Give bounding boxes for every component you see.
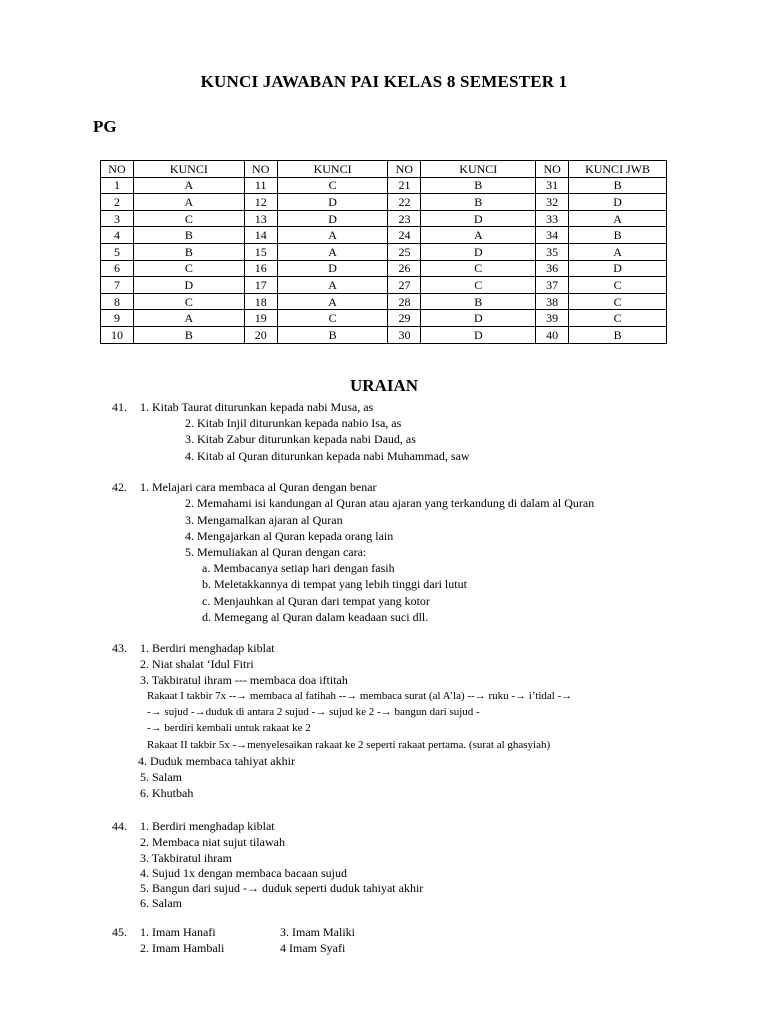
answer-cell: C (133, 210, 244, 227)
answer-line: 1. Berdiri menghadap kiblat (140, 819, 275, 833)
question-number: 44. (112, 819, 127, 833)
header-cell: NO (388, 161, 421, 178)
answer-line: 4. Mengajarkan al Quran kepada orang lain (185, 529, 394, 543)
table-row (101, 310, 667, 327)
number-cell: 17 (244, 277, 277, 294)
answer-cell: D (277, 260, 388, 277)
answer-line: 1. Melajari cara membaca al Quran dengan benar (140, 480, 377, 494)
number-cell: 13 (244, 210, 277, 227)
answer-cell: C (277, 310, 388, 327)
number-cell: 29 (388, 310, 421, 327)
answer-cell: A (133, 177, 244, 194)
number-cell: 9 (101, 310, 134, 327)
answer-cell: B (133, 243, 244, 260)
number-cell: 21 (388, 177, 421, 194)
answer-line: -→ sujud -→duduk di antara 2 sujud -→ sujud ke 2 -→ bangun dari sujud - (147, 706, 480, 718)
answer-cell: B (421, 177, 536, 194)
answer-cell: A (133, 194, 244, 211)
answer-line: -→ berdiri kembali untuk rakaat ke 2 (147, 722, 311, 734)
answer-line: 2. Niat shalat ‘Idul Fitri (140, 657, 254, 671)
number-cell: 16 (244, 260, 277, 277)
answer-cell: B (421, 293, 536, 310)
answer-cell: C (569, 293, 667, 310)
answer-cell: A (133, 310, 244, 327)
number-cell: 30 (388, 326, 421, 343)
table-row (101, 277, 667, 294)
answer-subline: a. Membacanya setiap hari dengan fasih (202, 561, 395, 575)
table-row (101, 177, 667, 194)
table-row (101, 260, 667, 277)
header-cell: KUNCI (277, 161, 388, 178)
answer-subline: c. Menjauhkan al Quran dari tempat yang kotor (202, 594, 430, 608)
header-cell: KUNCI (133, 161, 244, 178)
answer-line: 1. Imam Hanafi (140, 925, 216, 939)
number-cell: 6 (101, 260, 134, 277)
answer-cell: A (569, 243, 667, 260)
header-cell: NO (536, 161, 569, 178)
number-cell: 24 (388, 227, 421, 244)
number-cell: 1 (101, 177, 134, 194)
answer-line: 4. Sujud 1x dengan membaca bacaan sujud (140, 866, 347, 880)
question-number: 43. (112, 641, 127, 655)
answer-cell: B (133, 227, 244, 244)
number-cell: 33 (536, 210, 569, 227)
answer-cell: D (277, 210, 388, 227)
answer-cell: D (421, 210, 536, 227)
answer-line: Rakaat II takbir 5x -→menyelesaikan rakaat ke 2 seperti rakaat pertama. (surat al ghasyiah) (147, 739, 551, 751)
answer-subline: d. Memegang al Quran dalam keadaan suci dll. (202, 610, 429, 624)
header-cell: KUNCI JWB (569, 161, 667, 178)
answer-cell: A (277, 227, 388, 244)
number-cell: 12 (244, 194, 277, 211)
number-cell: 2 (101, 194, 134, 211)
header-cell: NO (244, 161, 277, 178)
number-cell: 35 (536, 243, 569, 260)
header-cell: NO (101, 161, 134, 178)
answer-key-table (100, 160, 667, 344)
number-cell: 18 (244, 293, 277, 310)
answer-cell: D (133, 277, 244, 294)
answer-line: 3. Mengamalkan ajaran al Quran (185, 513, 343, 527)
answer-line: 3. Imam Maliki (280, 925, 355, 939)
answer-line: 3. Takbiratul ihram --- membaca doa iftitah (140, 673, 348, 687)
table-header-row (101, 161, 667, 178)
answer-cell: D (421, 326, 536, 343)
answer-cell: B (277, 326, 388, 343)
answer-cell: A (277, 243, 388, 260)
answer-cell: C (421, 260, 536, 277)
answer-line: 1. Berdiri menghadap kiblat (140, 641, 275, 655)
answer-cell: D (421, 243, 536, 260)
number-cell: 34 (536, 227, 569, 244)
answer-cell: C (277, 177, 388, 194)
answer-cell: A (277, 277, 388, 294)
number-cell: 32 (536, 194, 569, 211)
answer-cell: B (569, 227, 667, 244)
answer-line: 4. Kitab al Quran diturunkan kepada nabi Muhammad, saw (185, 449, 470, 463)
question-number: 45. (112, 925, 127, 939)
number-cell: 38 (536, 293, 569, 310)
number-cell: 26 (388, 260, 421, 277)
number-cell: 40 (536, 326, 569, 343)
answer-cell: B (569, 177, 667, 194)
answer-cell: D (277, 194, 388, 211)
answer-cell: B (133, 326, 244, 343)
answer-line: 4. Duduk membaca tahiyat akhir (138, 754, 295, 768)
answer-line: 2. Kitab Injil diturunkan kepada nabio Isa, as (185, 416, 402, 430)
answer-line: 1. Kitab Taurat diturunkan kepada nabi Musa, as (140, 400, 374, 414)
question-number: 41. (112, 400, 127, 414)
number-cell: 28 (388, 293, 421, 310)
number-cell: 31 (536, 177, 569, 194)
answer-line: 2. Imam Hambali (140, 941, 225, 955)
answer-line: 3. Kitab Zabur diturunkan kepada nabi Daud, as (185, 432, 416, 446)
document-title: KUNCI JAWABAN PAI KELAS 8 SEMESTER 1 (200, 72, 568, 91)
answer-line: Rakaat I takbir 7x --→ membaca al fatihah --→ membaca surat (al A’la) --→ ruku -→ i’tidal -→ (147, 690, 573, 702)
number-cell: 37 (536, 277, 569, 294)
answer-cell: A (277, 293, 388, 310)
table-row (101, 227, 667, 244)
table-row (101, 210, 667, 227)
answer-cell: A (569, 210, 667, 227)
number-cell: 36 (536, 260, 569, 277)
number-cell: 15 (244, 243, 277, 260)
uraian-section-title: URAIAN (350, 376, 418, 395)
number-cell: 10 (101, 326, 134, 343)
answer-cell: D (569, 194, 667, 211)
answer-cell: C (421, 277, 536, 294)
answer-cell: C (569, 310, 667, 327)
number-cell: 7 (101, 277, 134, 294)
answer-line: 4 Imam Syafi (280, 941, 346, 955)
table-row (101, 194, 667, 211)
answer-line: 2. Membaca niat sujut tilawah (140, 835, 285, 849)
number-cell: 11 (244, 177, 277, 194)
number-cell: 27 (388, 277, 421, 294)
number-cell: 4 (101, 227, 134, 244)
answer-line: 2. Memahami isi kandungan al Quran atau ajaran yang terkandung di dalam al Quran (185, 496, 595, 510)
answer-line: 6. Salam (140, 896, 182, 910)
number-cell: 25 (388, 243, 421, 260)
number-cell: 8 (101, 293, 134, 310)
answer-cell: B (569, 326, 667, 343)
number-cell: 5 (101, 243, 134, 260)
number-cell: 14 (244, 227, 277, 244)
answer-line: 3. Takbiratul ihram (140, 851, 232, 865)
answer-cell: C (569, 277, 667, 294)
number-cell: 22 (388, 194, 421, 211)
header-cell: KUNCI (421, 161, 536, 178)
question-number: 42. (112, 480, 127, 494)
answer-cell: B (421, 194, 536, 211)
number-cell: 39 (536, 310, 569, 327)
answer-line: 5. Salam (140, 770, 182, 784)
table-row (101, 326, 667, 343)
number-cell: 19 (244, 310, 277, 327)
table-row (101, 293, 667, 310)
answer-cell: C (133, 260, 244, 277)
answer-cell: A (421, 227, 536, 244)
answer-line: 6. Khutbah (140, 786, 194, 800)
answer-cell: D (569, 260, 667, 277)
number-cell: 23 (388, 210, 421, 227)
answer-subline: b. Meletakkannya di tempat yang lebih tinggi dari lutut (202, 577, 467, 591)
table-row (101, 243, 667, 260)
answer-line: 5. Memuliakan al Quran dengan cara: (185, 545, 367, 559)
number-cell: 3 (101, 210, 134, 227)
pg-section-label: PG (93, 117, 117, 136)
table-body (101, 177, 667, 343)
answer-cell: C (133, 293, 244, 310)
answer-cell: D (421, 310, 536, 327)
answer-line: 5. Bangun dari sujud -→ duduk seperti duduk tahiyat akhir (140, 881, 424, 895)
number-cell: 20 (244, 326, 277, 343)
